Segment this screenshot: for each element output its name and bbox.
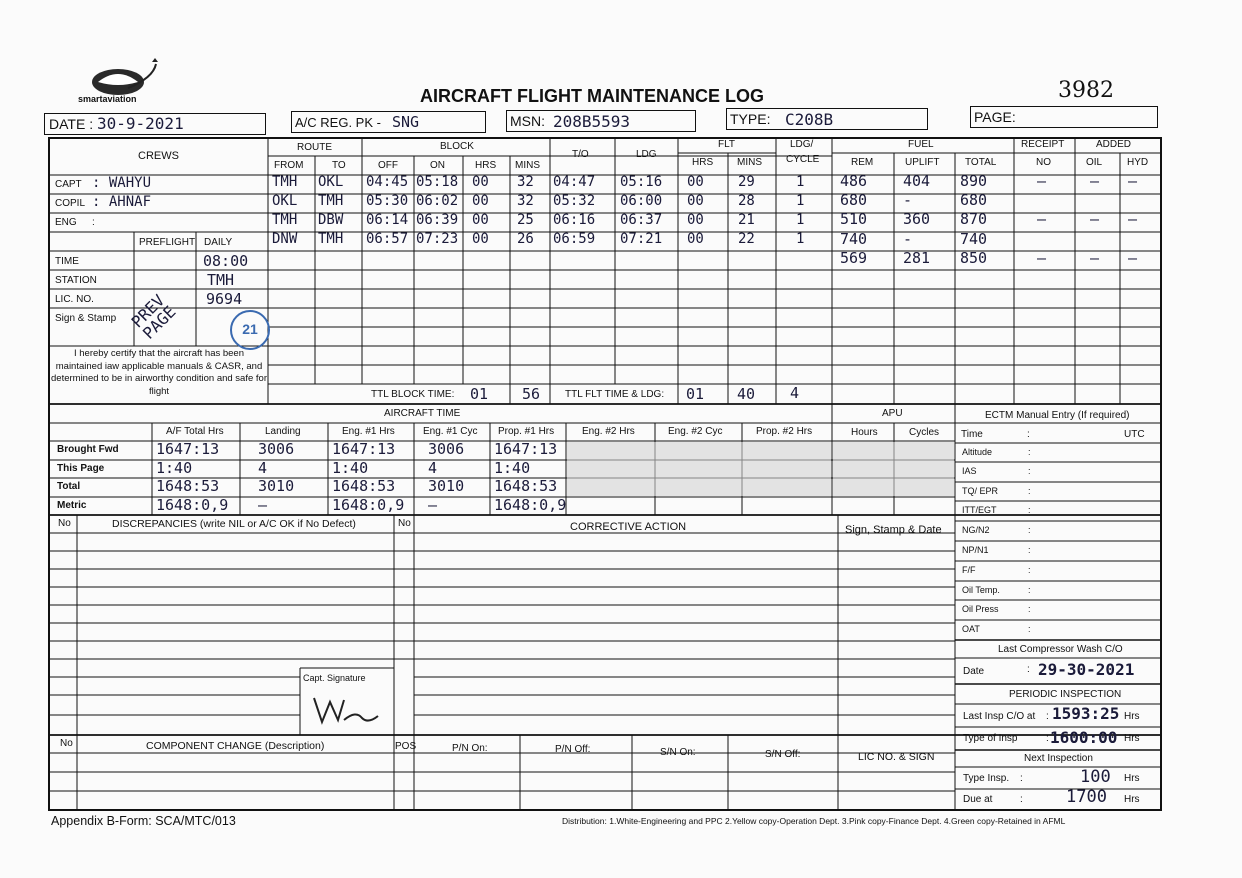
page-title: AIRCRAFT FLIGHT MAINTENANCE LOG bbox=[420, 86, 764, 106]
crew-capt-label: CAPT bbox=[55, 179, 82, 190]
ttl-block-label: TTL BLOCK TIME: bbox=[371, 389, 455, 400]
info-station-label: STATION bbox=[55, 275, 97, 286]
leg-cycle: 1 bbox=[796, 193, 805, 209]
ac-value: 4 bbox=[428, 459, 438, 477]
type-insp-value: 1600:00 bbox=[1050, 728, 1118, 747]
leg-from: TMH bbox=[272, 174, 298, 190]
header-route: ROUTE bbox=[297, 142, 332, 153]
header-total: TOTAL bbox=[965, 157, 997, 168]
ectm-item-label: ITT/EGT bbox=[962, 505, 997, 515]
fuel-rem: 569 bbox=[840, 249, 868, 267]
fuel-rem: 486 bbox=[840, 172, 868, 190]
ac-value: 1648:53 bbox=[156, 477, 220, 495]
leg-hrs: 00 bbox=[472, 193, 489, 209]
fuel-rem: 740 bbox=[840, 230, 868, 248]
crew-eng-label: ENG bbox=[55, 217, 77, 228]
ttl-flt-label: TTL FLT TIME & LDG: bbox=[565, 389, 665, 400]
comp-sn-off: S/N Off: bbox=[765, 749, 801, 760]
leg-mins: 32 bbox=[517, 193, 534, 209]
apu-cycles-label: Cycles bbox=[909, 427, 940, 438]
crew-copil-label: COPIL bbox=[55, 198, 86, 209]
leg-takeoff: 05:32 bbox=[553, 193, 596, 209]
fuel-uplift: 360 bbox=[903, 210, 931, 228]
fuel-rem: 680 bbox=[840, 191, 868, 209]
ectm-item-label: Altitude bbox=[962, 447, 993, 457]
aircraft-time-title: AIRCRAFT TIME bbox=[384, 408, 461, 419]
leg-flt-mins: 22 bbox=[738, 231, 755, 247]
type-insp-label: Type of Insp bbox=[963, 733, 1018, 744]
header-hyd: HYD bbox=[1127, 157, 1149, 168]
leg-landing: 05:16 bbox=[620, 174, 663, 190]
next-type-label: Type Insp. bbox=[963, 773, 1010, 784]
header-ldg-cycle-2: CYCLE bbox=[786, 154, 820, 165]
header-rem: REM bbox=[851, 157, 874, 168]
crew-eng-name: : bbox=[92, 217, 95, 228]
ac-col-header: Prop. #1 Hrs bbox=[498, 426, 555, 437]
info-station-daily: TMH bbox=[207, 271, 235, 289]
leg-hrs: 00 bbox=[472, 212, 489, 228]
fuel-uplift: - bbox=[903, 191, 913, 209]
info-lic-label: LIC. NO. bbox=[55, 294, 94, 305]
date-field: DATE : 30-9-2021 bbox=[44, 113, 266, 135]
msn-field: MSN: 208B5593 bbox=[506, 110, 696, 132]
comp-title: COMPONENT CHANGE (Description) bbox=[146, 740, 325, 752]
header-mins: MINS bbox=[515, 160, 540, 171]
leg-on: 06:02 bbox=[416, 193, 459, 209]
due-at-label: Due at bbox=[963, 794, 993, 805]
leg-from: DNW bbox=[272, 231, 298, 247]
ac-col-header: A/F Total Hrs bbox=[166, 426, 224, 437]
header-on: ON bbox=[430, 160, 445, 171]
info-time-daily: 08:00 bbox=[203, 252, 249, 270]
fuel-hyd: — bbox=[1128, 172, 1138, 190]
header-oil: OIL bbox=[1086, 157, 1103, 168]
ectm-item-label: OAT bbox=[962, 624, 980, 634]
inspector-stamp: 21 bbox=[230, 310, 270, 350]
last-insp-unit: Hrs bbox=[1124, 711, 1140, 722]
leg-mins: 26 bbox=[517, 231, 534, 247]
next-inspection-title: Next Inspection bbox=[1024, 753, 1093, 764]
ac-col-header: Eng. #1 Cyc bbox=[423, 426, 478, 437]
header-block: BLOCK bbox=[440, 141, 474, 152]
header-receipt-no: NO bbox=[1036, 157, 1051, 168]
apu-title: APU bbox=[882, 408, 903, 419]
ac-value: 1648:0,9 bbox=[332, 496, 405, 514]
fuel-receipt: — bbox=[1037, 172, 1047, 190]
info-lic-daily: 9694 bbox=[206, 290, 243, 308]
header-crews: CREWS bbox=[138, 150, 179, 162]
next-type-value: 100 bbox=[1080, 767, 1111, 787]
leg-takeoff: 06:16 bbox=[553, 212, 596, 228]
ac-col-header: Eng. #2 Cyc bbox=[668, 426, 723, 437]
ac-value: 1647:13 bbox=[156, 440, 220, 458]
header-added: ADDED bbox=[1096, 139, 1132, 150]
distribution-note: Distribution: 1.White-Engineering and PPC 2.Yellow copy-Operation Dept. 3.Pink copy-Finance Dept. 4.Green copy-Retained in AFML bbox=[562, 816, 1066, 826]
due-at-value: 1700 bbox=[1066, 787, 1107, 807]
header-flt: FLT bbox=[718, 139, 736, 150]
ac-value: 3006 bbox=[258, 440, 295, 458]
disc-no-label: No bbox=[58, 518, 71, 529]
fuel-uplift: 281 bbox=[903, 249, 931, 267]
ac-value: 3010 bbox=[428, 477, 465, 495]
header-ldg-cycle-1: LDG/ bbox=[790, 139, 814, 150]
ac-value: 1648:53 bbox=[494, 477, 558, 495]
reg-field: A/C REG. PK - SNG bbox=[291, 111, 486, 133]
leg-landing: 06:00 bbox=[620, 193, 663, 209]
ac-value: 1647:13 bbox=[332, 440, 396, 458]
crew-capt-name: : WAHYU bbox=[92, 175, 152, 191]
fuel-total: 870 bbox=[960, 210, 988, 228]
leg-hrs: 00 bbox=[472, 174, 489, 190]
leg-flt-mins: 29 bbox=[738, 174, 755, 190]
ectm-item-label: NP/N1 bbox=[962, 545, 989, 555]
ac-value: 1:40 bbox=[156, 459, 193, 477]
header-off: OFF bbox=[378, 160, 398, 171]
fuel-oil: — bbox=[1090, 210, 1100, 228]
compressor-date-label: Date bbox=[963, 666, 985, 677]
leg-to: DBW bbox=[318, 212, 344, 228]
header-flt-hrs: HRS bbox=[692, 157, 714, 168]
leg-to: OKL bbox=[318, 174, 344, 190]
leg-takeoff: 06:59 bbox=[553, 231, 596, 247]
ectm-item-label: IAS bbox=[962, 466, 977, 476]
leg-flt-mins: 21 bbox=[738, 212, 755, 228]
type-insp-unit: Hrs bbox=[1124, 733, 1140, 744]
ac-value: 1648:0,9 bbox=[156, 496, 229, 514]
ac-value: 1:40 bbox=[494, 459, 531, 477]
leg-off: 05:30 bbox=[366, 193, 409, 209]
leg-to: TMH bbox=[318, 193, 344, 209]
leg-off: 06:57 bbox=[366, 231, 409, 247]
header-takeoff: T/O bbox=[572, 149, 589, 160]
ttl-flt-hrs: 01 bbox=[686, 385, 705, 403]
ac-value: 1648:53 bbox=[332, 477, 396, 495]
captain-signature bbox=[308, 690, 388, 732]
ac-value: 3006 bbox=[428, 440, 465, 458]
ac-value: 4 bbox=[258, 459, 268, 477]
leg-cycle: 1 bbox=[796, 212, 805, 228]
fuel-receipt: — bbox=[1037, 210, 1047, 228]
capt-signature-label: Capt. Signature bbox=[303, 673, 366, 683]
compressor-title: Last Compressor Wash C/O bbox=[998, 644, 1123, 655]
comp-pos: POS bbox=[395, 741, 417, 752]
header-flt-mins: MINS bbox=[737, 157, 762, 168]
header-to: TO bbox=[332, 160, 346, 171]
serial-number: 3982 bbox=[1058, 78, 1114, 103]
header-uplift: UPLIFT bbox=[905, 157, 940, 168]
apu-hours-label: Hours bbox=[851, 427, 878, 438]
ectm-item-label: TQ/ EPR bbox=[962, 486, 999, 496]
type-field: TYPE: C208B bbox=[726, 108, 928, 130]
due-at-unit: Hrs bbox=[1124, 794, 1140, 805]
ac-col-header: Eng. #1 Hrs bbox=[342, 426, 395, 437]
ac-row-label: This Page bbox=[57, 463, 105, 474]
compressor-date-value: 29-30-2021 bbox=[1038, 660, 1135, 679]
disc-title: DISCREPANCIES (write NIL or A/C OK if No Defect) bbox=[112, 518, 356, 530]
leg-on: 06:39 bbox=[416, 212, 459, 228]
leg-hrs: 00 bbox=[472, 231, 489, 247]
ac-row-label: Total bbox=[57, 481, 81, 492]
ac-value: 1:40 bbox=[332, 459, 369, 477]
leg-flt-hrs: 00 bbox=[687, 193, 704, 209]
ttl-flt-mins: 40 bbox=[737, 385, 756, 403]
fuel-oil: — bbox=[1090, 172, 1100, 190]
info-time-label: TIME bbox=[55, 256, 79, 267]
fuel-hyd: — bbox=[1128, 249, 1138, 267]
crew-copil-name: : AHNAF bbox=[92, 194, 152, 210]
leg-cycle: 1 bbox=[796, 231, 805, 247]
fuel-total: 680 bbox=[960, 191, 988, 209]
sign-stamp-title: Sign, Stamp & Date bbox=[845, 524, 942, 536]
ac-value: 1648:0,9 bbox=[494, 496, 567, 514]
ectm-title: ECTM Manual Entry (If required) bbox=[985, 410, 1130, 421]
fuel-oil: — bbox=[1090, 249, 1100, 267]
next-type-unit: Hrs bbox=[1124, 773, 1140, 784]
leg-on: 05:18 bbox=[416, 174, 459, 190]
periodic-title: PERIODIC INSPECTION bbox=[1009, 689, 1122, 700]
ac-value: — bbox=[428, 496, 438, 514]
header-landing: LDG bbox=[636, 149, 657, 160]
comp-no-label: No bbox=[60, 738, 73, 749]
logo-text: smartaviation bbox=[78, 94, 137, 104]
leg-cycle: 1 bbox=[796, 174, 805, 190]
ttl-block-mins: 56 bbox=[522, 385, 541, 403]
leg-off: 04:45 bbox=[366, 174, 409, 190]
certify-statement: I hereby certify that the aircraft has been maintained iaw applicable manuals & CASR, and determined to be in airworthy condition and safe for flight bbox=[51, 348, 267, 397]
form-id: Appendix B-Form: SCA/MTC/013 bbox=[51, 814, 236, 828]
fuel-total: 890 bbox=[960, 172, 988, 190]
header-from: FROM bbox=[274, 160, 304, 171]
leg-flt-hrs: 00 bbox=[687, 212, 704, 228]
leg-mins: 25 bbox=[517, 212, 534, 228]
header-receipt: RECEIPT bbox=[1021, 139, 1065, 150]
leg-landing: 07:21 bbox=[620, 231, 663, 247]
comp-lic: LIC NO. & SIGN bbox=[858, 751, 935, 763]
last-insp-value: 1593:25 bbox=[1052, 704, 1120, 723]
ectm-item-label: Oil Press bbox=[962, 604, 999, 614]
leg-mins: 32 bbox=[517, 174, 534, 190]
leg-on: 07:23 bbox=[416, 231, 459, 247]
leg-takeoff: 04:47 bbox=[553, 174, 596, 190]
ac-row-label: Brought Fwd bbox=[57, 444, 119, 455]
leg-from: OKL bbox=[272, 193, 298, 209]
ac-col-header: Prop. #2 Hrs bbox=[756, 426, 813, 437]
ectm-time-label: Time bbox=[961, 429, 983, 440]
ac-value: — bbox=[258, 496, 268, 514]
corrective-no-label: No bbox=[398, 518, 411, 529]
preflight-label: PREFLIGHT bbox=[139, 237, 196, 248]
corrective-title: CORRECTIVE ACTION bbox=[570, 521, 687, 533]
fuel-uplift: 404 bbox=[903, 172, 931, 190]
prev-page-note: PREV PAGE bbox=[127, 290, 180, 343]
ectm-item-label: NG/N2 bbox=[962, 525, 990, 535]
leg-flt-hrs: 00 bbox=[687, 231, 704, 247]
ac-col-header: Eng. #2 Hrs bbox=[582, 426, 635, 437]
fuel-total: 850 bbox=[960, 249, 988, 267]
comp-pn-off: P/N Off: bbox=[555, 744, 591, 755]
header-hrs: HRS bbox=[475, 160, 497, 171]
ac-row-label: Metric bbox=[57, 500, 87, 511]
ttl-block-hrs: 01 bbox=[470, 385, 489, 403]
page-field: PAGE: bbox=[970, 106, 1158, 128]
info-sign-label: Sign & Stamp bbox=[55, 313, 117, 324]
fuel-rem: 510 bbox=[840, 210, 868, 228]
leg-off: 06:14 bbox=[366, 212, 409, 228]
ectm-item-label: Oil Temp. bbox=[962, 585, 1000, 595]
fuel-hyd: — bbox=[1128, 210, 1138, 228]
leg-from: TMH bbox=[272, 212, 298, 228]
ac-col-header: Landing bbox=[265, 426, 301, 437]
fuel-total: 740 bbox=[960, 230, 988, 248]
ectm-utc-label: UTC bbox=[1124, 429, 1145, 440]
comp-pn-on: P/N On: bbox=[452, 743, 488, 754]
leg-to: TMH bbox=[318, 231, 344, 247]
daily-label: DAILY bbox=[204, 237, 233, 248]
leg-flt-mins: 28 bbox=[738, 193, 755, 209]
ac-value: 1647:13 bbox=[494, 440, 558, 458]
header-fuel: FUEL bbox=[908, 139, 934, 150]
ac-value: 3010 bbox=[258, 477, 295, 495]
fuel-receipt: — bbox=[1037, 249, 1047, 267]
leg-flt-hrs: 00 bbox=[687, 174, 704, 190]
ttl-ldg: 4 bbox=[790, 384, 800, 402]
last-insp-label: Last Insp C/O at bbox=[963, 711, 1036, 722]
ectm-item-label: F/F bbox=[962, 565, 976, 575]
comp-sn-on: S/N On: bbox=[660, 747, 696, 758]
fuel-uplift: - bbox=[903, 230, 913, 248]
leg-landing: 06:37 bbox=[620, 212, 663, 228]
